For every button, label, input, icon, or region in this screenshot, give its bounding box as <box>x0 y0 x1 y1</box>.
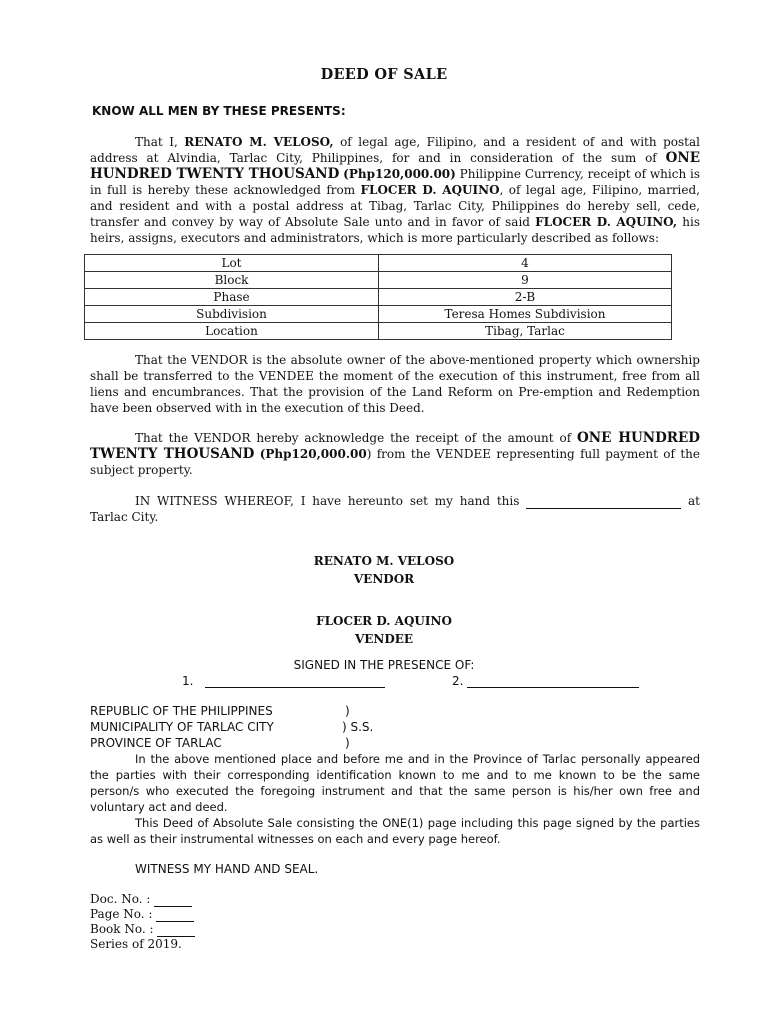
page-number: Page No. : <box>90 907 195 922</box>
amount-number: (Php120,000.00) <box>343 167 456 181</box>
vendee-signature-name: FLOCER D. AQUINO <box>316 614 452 628</box>
doc-number: Doc. No. : <box>90 892 195 907</box>
presence-heading: SIGNED IN THE PRESENCE OF: <box>293 658 475 672</box>
document-title: DEED OF SALE <box>320 66 448 83</box>
table-row: Subdivision Teresa Homes Subdivision <box>85 306 672 323</box>
vendee-signature-block <box>0 612 768 648</box>
vendor-signature-role: VENDOR <box>353 572 415 586</box>
paragraph-ownership: That the VENDOR is the absolute owner of the above-mentioned property which ownership shall be transferred to the VENDEE the moment of the execution of this instrument, free from all liens and encumbrances. That the provision of the Land Reform on Pre-emption and Redemption have been observed with in the execution of this Deed. <box>90 353 700 415</box>
table-row: Phase 2-B <box>85 289 672 306</box>
venue-line: MUNICIPALITY OF TARLAC CITY <box>90 720 274 734</box>
paragraph-page-count: This Deed of Absolute Sale consisting the ONE(1) page including this page signed by the parties as well as their instrumental witnesses on each and every page hereof. <box>90 816 700 846</box>
vendee-name-repeat: FLOCER D. AQUINO, <box>535 215 678 229</box>
vendor-signature-block <box>0 552 768 588</box>
venue-block: REPUBLIC OF THE PHILIPPINES ) MUNICIPALITY OF TARLAC CITY ) S.S. PROVINCE OF TARLAC ) <box>90 704 374 750</box>
table-row: Location Tibag, Tarlac <box>85 323 672 340</box>
paragraph-witness-whereof: IN WITNESS WHEREOF, I have hereunto set my hand this at Tarlac City. <box>90 494 700 524</box>
book-number: Book No. : <box>90 922 195 937</box>
vendee-signature-role: VENDEE <box>354 632 414 646</box>
witness-hand-seal: WITNESS MY HAND AND SEAL. <box>135 862 319 876</box>
amount-words: ONE HUNDRED TWENTY THOUSAND <box>90 150 700 182</box>
witness-1-line: 1. <box>182 674 385 688</box>
property-table <box>84 254 672 340</box>
notarial-footer <box>90 892 195 952</box>
series-year: Series of 2019. <box>90 937 182 951</box>
venue-line: PROVINCE OF TARLAC <box>90 736 222 750</box>
venue-line: REPUBLIC OF THE PHILIPPINES <box>90 704 273 718</box>
date-blank <box>526 496 681 509</box>
table-row: Block 9 <box>85 272 672 289</box>
vendor-name: RENATO M. VELOSO, <box>184 135 334 149</box>
witness-2-line: 2. <box>452 674 639 688</box>
intro-heading: KNOW ALL MEN BY THESE PRESENTS: <box>92 104 346 118</box>
paragraph-payment: That the VENDOR hereby acknowledge the receipt of the amount of ONE HUNDRED TWENTY THOUSAND (Php120,000.00) from the VENDEE representing full payment of the subject property. <box>90 430 700 477</box>
paragraph-sale-terms: That I, RENATO M. VELOSO, of legal age, Filipino, and a resident of and with postal address at Alvindia, Tarlac City, Philippines, for and in consideration of the sum of ONE HUNDRED TWENTY THOUSAND (Php120,000.00) Philippine Currency, receipt of which is in full is hereby these acknowledged from FLOCER D. AQUINO, of legal age, Filipino, married, and resident and with a postal address at Tibag, Tarlac City, Philippines do hereby sell, cede, transfer and convey by way of Absolute Sale unto and in favor of said FLOCER D. AQUINO, his heirs, assigns, executors and administrators, which is more particularly described as follows: <box>90 135 700 245</box>
paragraph-acknowledgment: In the above mentioned place and before me and in the Province of Tarlac personally appeared the parties with their corresponding identification known to me and to me known to be the same person/s who executed the foregoing instrument and that the same person is his/her own free and voluntary act and deed. <box>90 752 700 814</box>
vendee-name: FLOCER D. AQUINO <box>360 183 500 197</box>
vendor-signature-name: RENATO M. VELOSO <box>313 554 455 568</box>
table-row: Lot 4 <box>85 255 672 272</box>
